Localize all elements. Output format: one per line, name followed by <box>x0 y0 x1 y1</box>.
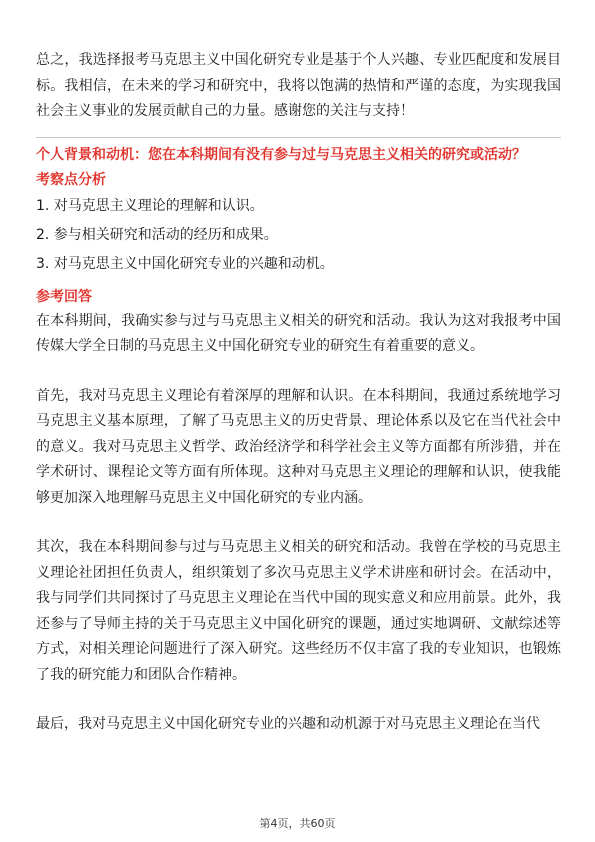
page-number-footer: 第4页，共60页 <box>259 817 336 830</box>
question-heading: 个人背景和动机：您在本科期间有没有参与过与马克思主义相关的研究或活动？ <box>36 146 526 163</box>
answer-paragraph: 在本科期间，我确实参与过与马克思主义相关的研究和活动。我认为这对我报考中国传媒大学全日制的马克思主义中国化研究专业的研究生有着重要的意义。 <box>36 312 561 354</box>
analysis-heading: 考察点分析 <box>36 171 106 188</box>
intro-paragraph: 总之，我选择报考马克思主义中国化研究专业是基于个人兴趣、专业匹配度和发展目标。我相信，在未来的学习和研究中，我将以饱满的热情和严谨的态度，为实现我国社会主义事业的发展贡献自己的力量。感谢您的关注与支持！ <box>36 52 561 119</box>
answer-paragraph: 首先，我对马克思主义理论有着深厚的理解和认识。在本科期间，我通过系统地学习马克思主义基本原理，了解了马克思主义的历史背景、理论体系以及它在当代社会中的意义。我对马克思主义哲学、政治经济学和科学社会主义等方面都有所涉猎，并在学术研讨、课程论文等方面有所体现。这种对马克思主义理论的理解和认识，使我能够更加深入地理解马克思主义中国化研究的专业内涵。 <box>36 387 561 506</box>
paragraph-gap <box>36 360 561 384</box>
analysis-item: 1. 对马克思主义理论的理解和认识。 <box>36 197 264 214</box>
analysis-item: 3. 对马克思主义中国化研究专业的兴趣和动机。 <box>36 255 334 272</box>
answer-heading: 参考回答 <box>36 288 92 305</box>
answer-paragraph: 其次，我在本科期间参与过与马克思主义相关的研究和活动。我曾在学校的马克思主义理论社团担任负责人，组织策划了多次马克思主义学术讲座和研讨会。在活动中，我与同学们共同探讨了马克思主义理论在当代中国的现实意义和应用前景。此外，我还参与了导师主持的关于马克思主义中国化研究的课题，通过实地调研、文献综述等方式，对相关理论问题进行了深入研究。这些经历不仅丰富了我的专业知识，也锻炼了我的研究能力和团队合作精神。 <box>36 539 561 683</box>
page-content <box>36 48 561 738</box>
analysis-item: 2. 参与相关研究和活动的经历和成果。 <box>36 226 278 243</box>
answer-paragraph: 最后，我对马克思主义中国化研究专业的兴趣和动机源于对马克思主义理论在当代 <box>36 716 540 732</box>
section-divider <box>36 137 561 138</box>
paragraph-gap <box>36 688 561 712</box>
paragraph-gap <box>36 511 561 535</box>
